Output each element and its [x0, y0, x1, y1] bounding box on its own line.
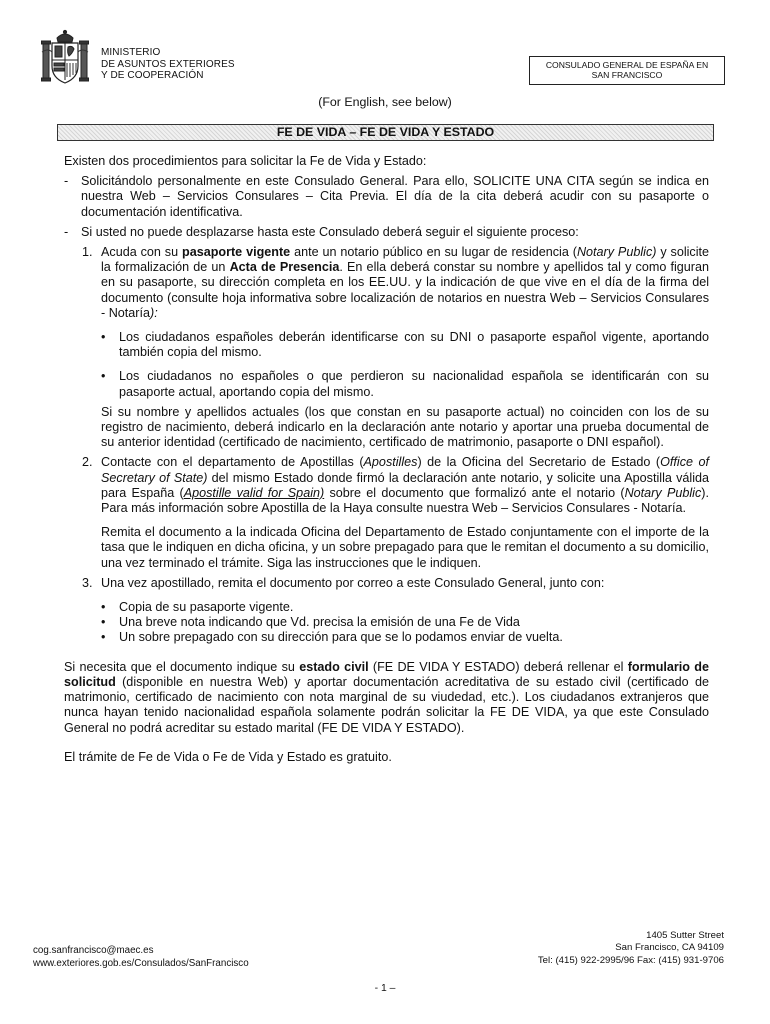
footer-contact — [33, 944, 249, 970]
bold-run: Acta de Presencia — [229, 260, 340, 275]
italic-run: Apostilles — [363, 455, 418, 470]
italic-run: Notary Public) — [576, 245, 657, 260]
step-3 — [64, 576, 709, 591]
text-run: Si necesita que el documento indique su — [64, 659, 300, 674]
text-run: (disponible en nuestra Web) y aportar documentación acreditativa de su estado civil (certificado de matrimonio, certificado de nacimiento con nota marginal de su viudedad, etc.). Los ciudadanos extranjeros que nunca hayan tenido nacionalidad española solamente podrán solicitar la FE DE VIDA, ya que este Consulado General no podrá acreditar su estado marital (FE DE VIDA Y ESTADO). — [64, 674, 709, 735]
step-2-note: Remita el documento a la indicada Oficina del Departamento de Estado conjuntamente con el importe de la tasa que le indiquen en dicha oficina, y un sobre prepagado para que le remitan el documento a su domicilio, una vez terminado el trámite. Siga las instrucciones que le indiquen. — [101, 525, 709, 570]
text-run: sobre el documento que formalizó ante el notario ( — [324, 485, 625, 500]
phone-fax-line: Tel: (415) 922-2995/96 Fax: (415) 931-9706 — [537, 954, 724, 966]
step-1 — [64, 245, 709, 321]
text-run: ante un notario público en su lugar de residencia ( — [290, 245, 577, 260]
bullet-item — [64, 630, 709, 645]
address-line: 1405 Sutter Street — [646, 930, 724, 941]
ministry-line: DE ASUNTOS EXTERIORES — [101, 58, 235, 70]
step-1-note: Si su nombre y apellidos actuales (los que constan en su pasaporte actual) no coinciden con los de su registro de nacimiento, deberá indicarlo en la declaración ante notario y aportar una prueba documental de su anterior identidad (certificado de nacimiento, certificado de matrimonio, pasaporte o DNI español). — [101, 404, 709, 450]
coat-of-arms-icon — [40, 28, 90, 86]
text-run: (FE DE VIDA Y ESTADO) deberá rellenar el — [368, 659, 628, 674]
bullet-marker: • — [101, 600, 106, 615]
civil-status-paragraph — [64, 660, 709, 736]
bullet-text: Los ciudadanos españoles deberán identificarse con su DNI o pasaporte español vigente, aportando también copia del mismo. — [119, 330, 709, 360]
step-number: 2. — [82, 455, 93, 470]
free-of-charge-note: El trámite de Fe de Vida o Fe de Vida y Estado es gratuito. — [64, 749, 392, 764]
bullet-item — [64, 369, 709, 399]
text-run: del mismo Estado donde firmó la declaración ante notario, y solicite una Apostilla válida para España ( — [101, 470, 709, 500]
bullet-marker: • — [101, 330, 106, 345]
text-run: Contacte con el departamento de Apostillas ( — [101, 455, 364, 470]
footer-address — [470, 930, 724, 967]
consulate-label-box — [529, 56, 725, 85]
bullet-text: Copia de su pasaporte vigente. — [119, 600, 294, 615]
underlined-run: Apostille valid for Spain) — [183, 485, 325, 500]
address-line: San Francisco, CA 94109 — [615, 942, 724, 954]
bullet-text: Una breve nota indicando que Vd. precisa la emisión de una Fe de Vida — [119, 615, 520, 630]
text-run: ). Para más información sobre Apostilla de la Haya consulte nuestra Web – Servicios Consulares - Notaría. — [101, 485, 709, 516]
bullet-item — [64, 330, 709, 360]
bullet-marker: • — [101, 615, 106, 630]
dash-marker: - — [64, 174, 69, 189]
bold-run: estado civil — [299, 659, 369, 674]
email-link[interactable]: cog.sanfrancisco@maec.es — [33, 945, 154, 956]
step-3-text: Una vez apostillado, remita el documento por correo a este Consulado General, junto con: — [101, 575, 605, 590]
page-number: - 1 – — [374, 983, 396, 994]
italic-run: Office of Secretary of State) — [101, 455, 709, 485]
dash-marker: - — [64, 224, 69, 239]
italic-run: Notary Public — [624, 485, 702, 500]
text-run: ) de la Oficina del Secretario de Estado ( — [417, 455, 661, 470]
text-run: y solicite la formalización de un — [101, 245, 710, 275]
consulate-line: CONSULADO GENERAL DE ESPAÑA EN — [545, 60, 709, 70]
bullet-marker: • — [101, 369, 106, 384]
website-link[interactable]: www.exteriores.gob.es/Consulados/SanFrancisco — [33, 958, 249, 969]
step-number: 1. — [82, 245, 93, 260]
english-note: (For English, see below) — [318, 95, 452, 109]
bullet-item — [64, 600, 709, 615]
intro-paragraph: Existen dos procedimientos para solicitar la Fe de Vida y Estado: — [64, 154, 427, 168]
bullet-item — [64, 615, 709, 630]
option-by-mail — [64, 225, 709, 240]
option-in-person-text: Solicitándolo personalmente en este Consulado General. Para ello, SOLICITE UNA CITA según se indica en nuestra Web – Servicios Consulares – Cita Previa. El día de la cita deberá acudir con su pasaporte o documentación identificativa. — [81, 174, 709, 219]
bold-run: formulario de solicitud — [64, 659, 709, 689]
bold-run: pasaporte vigente — [182, 245, 291, 260]
bullet-marker: • — [101, 630, 106, 645]
step-number: 3. — [82, 575, 93, 590]
consulate-line: SAN FRANCISCO — [591, 70, 663, 80]
ministry-name — [101, 47, 235, 82]
bullet-text: Un sobre prepagado con su dirección para que se lo podamos enviar de vuelta. — [119, 630, 563, 645]
italic-run: ): — [150, 305, 158, 320]
option-in-person — [64, 174, 709, 220]
text-run: . En ella deberá constar su nombre y apellidos tal y como figuran en su pasaporte, su dirección completa en los EE.UU. y la indicación de que vive en el día de la firma del documento (consulte hoja informativa sobre localización de notarios en nuestra Web – Servicios Consulares - Notaría — [101, 260, 709, 320]
step-2 — [64, 455, 709, 516]
document-title: FE DE VIDA – FE DE VIDA Y ESTADO — [57, 124, 714, 141]
ministry-line: Y DE COOPERACIÓN — [101, 70, 204, 82]
document-body — [64, 154, 709, 765]
ministry-line: MINISTERIO — [101, 47, 161, 58]
text-run: Acuda con su — [101, 245, 182, 260]
option-by-mail-text: Si usted no puede desplazarse hasta este Consulado deberá seguir el siguiente proceso: — [81, 224, 579, 239]
bullet-text: Los ciudadanos no españoles o que perdieron su nacionalidad española se identificarán con su pasaporte actual, aportando copia del mismo. — [119, 369, 709, 399]
